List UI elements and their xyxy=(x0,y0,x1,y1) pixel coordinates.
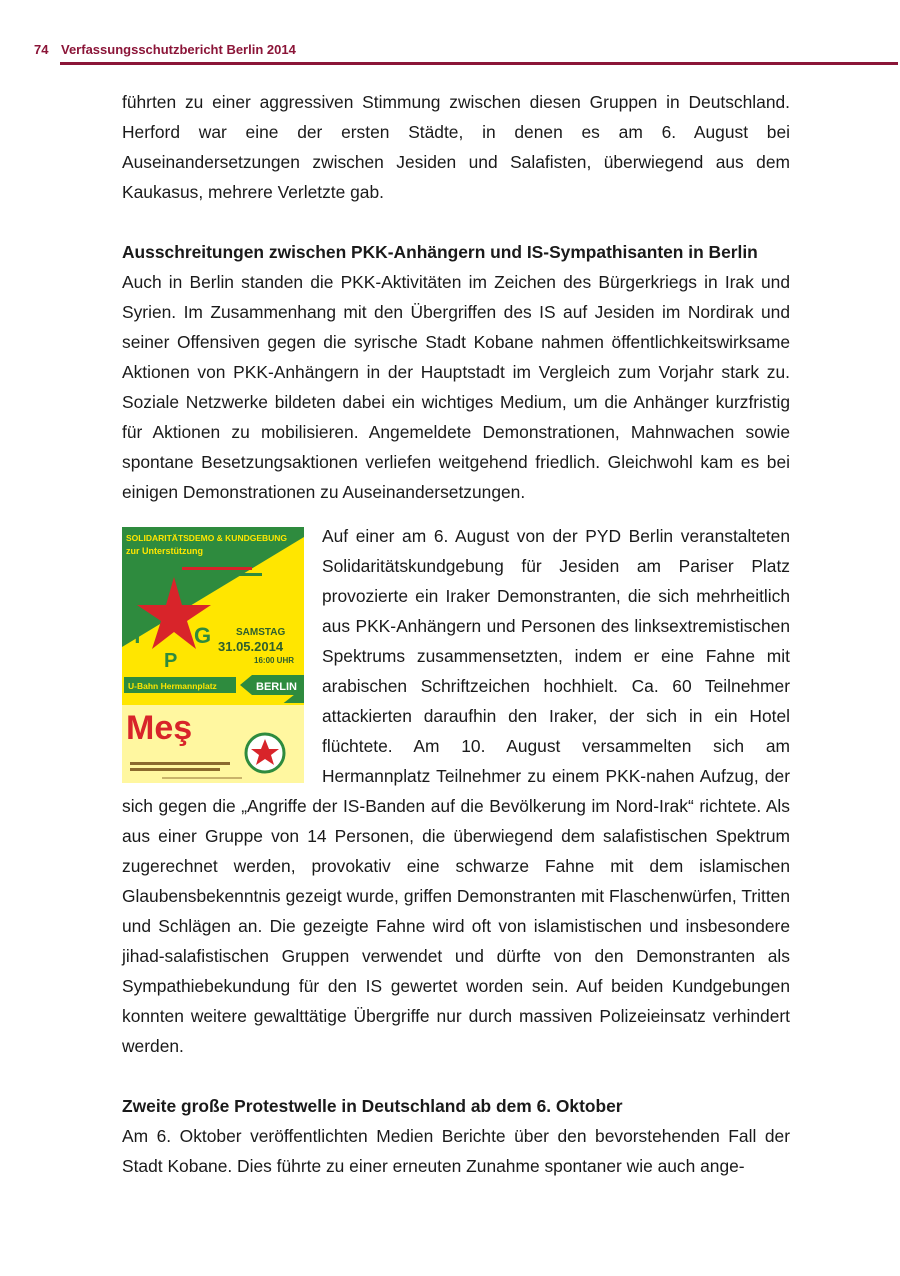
flyer-date: 31.05.2014 xyxy=(218,639,284,654)
text-block-with-flyer xyxy=(122,521,790,1061)
paragraph-oktober: Am 6. Oktober veröffentlichten Medien Berichte über den bevorstehenden Fall der Stadt Kobane. Dies führte zu einer erneuten Zunahme spontaner wie auch ange- xyxy=(122,1126,790,1176)
flyer-letter-p: P xyxy=(164,650,178,672)
page-number: 74 xyxy=(34,42,49,57)
section-pkk-is-berlin xyxy=(122,237,790,507)
flyer-headline: SOLIDARITÄTSDEMO & KUNDGEBUNG xyxy=(126,533,288,543)
flyer-meeting-point: U-Bahn Hermannplatz xyxy=(128,681,217,691)
paragraph-intro: führten zu einer aggressiven Stimmung zwischen diesen Gruppen in Deutschland. Herford war eine der ersten Städte, in denen es am 6. August bei Auseinandersetzungen zwischen Jesiden und Salafisten, überwiegend aus dem Kaukasus, mehrere Verletzte gab. xyxy=(122,92,790,202)
paragraph-berlin: Auch in Berlin standen die PKK-Aktivitäten im Zeichen des Bürgerkriegs in Irak und Syrien. Im Zusammenhang mit den Übergriffen des IS auf Jesiden im Nordirak und seiner Offensiven gegen die syrische Stadt Kobane nahmen öffentlichkeitswirksame Aktionen von PKK-Anhängern in der Hauptstadt im Vergleich zum Vorjahr stark zu. Soziale Netzwerke bildeten dabei ein wichtiges Medium, um die Anhänger kurzfristig für Aktionen zu mobilisieren. Angemeldete Demonstrationen, Mahnwachen sowie spontane Besetzungsaktionen verliefen weitgehend friedlich. Gleichwohl kam es bei einigen Demonstrationen zu Auseinandersetzungen. xyxy=(122,272,790,502)
flyer-time: 16:00 UHR xyxy=(254,656,295,665)
flyer-big-word: Meş xyxy=(126,709,193,747)
flyer-city: BERLIN xyxy=(256,681,297,693)
demo-flyer-image xyxy=(122,527,304,783)
section-heading: Ausschreitungen zwischen PKK-Anhängern und IS-Sympathisanten in Berlin xyxy=(122,242,758,262)
paragraph-kundgebungen: Auf einer am 6. August von der PYD Berlin veranstalteten Solidaritätskundgebung für Jesiden am Pariser Platz provozierte ein Iraker Demonstranten, die sich mehrheitlich aus PKK-Anhängern und Personen des linksextremistischen Spektrums zusammensetzten, indem er eine Fahne mit arabischen Schriftzeichen hochhielt. Ca. 60 Teilnehmer attackierten daraufhin den Iraker, der sich in ein Hotel flüchtete. Am 10. August versammelten sich am Hermannplatz Teilnehmer zu einem PKK-nahen Aufzug, der sich gegen die „Angriffe der IS-Banden auf die Bevölkerung im Nord-Irak“ richtete. Als aus einer Gruppe von 14 Personen, die überwiegend dem salafistischen Spektrum zugerechnet werden, provokativ eine schwarze Fahne mit dem islamischen Glaubensbekenntnis gezeigt wurde, griffen Demonstranten mit Flaschenwürfen, Tritten und Schlägen an. Die gezeigte Fahne wird oft von islamistischen und insbesondere jihad-salafistischen Gruppen verwendet und dürfte von den Demonstranten als Sympathiebekundung für den IS gewertet worden sein. Auf beiden Kundgebungen konnten weitere gewalttätige Übergriffe nur durch massiven Polizeieinsatz verhindert werden. xyxy=(122,526,790,1056)
publication-title: Verfassungsschutzbericht Berlin 2014 xyxy=(61,42,296,57)
text-block-intro xyxy=(122,87,790,207)
header-rule xyxy=(60,62,898,65)
flyer-subhead: zur Unterstützung xyxy=(126,546,203,556)
flyer-letter-g: G xyxy=(194,623,212,648)
section-heading-2: Zweite große Protestwelle in Deutschland ab dem 6. Oktober xyxy=(122,1096,623,1116)
section-protestwelle xyxy=(122,1091,790,1181)
flyer-letter-y: Y xyxy=(130,623,145,648)
flyer-day: SAMSTAG xyxy=(236,627,286,638)
